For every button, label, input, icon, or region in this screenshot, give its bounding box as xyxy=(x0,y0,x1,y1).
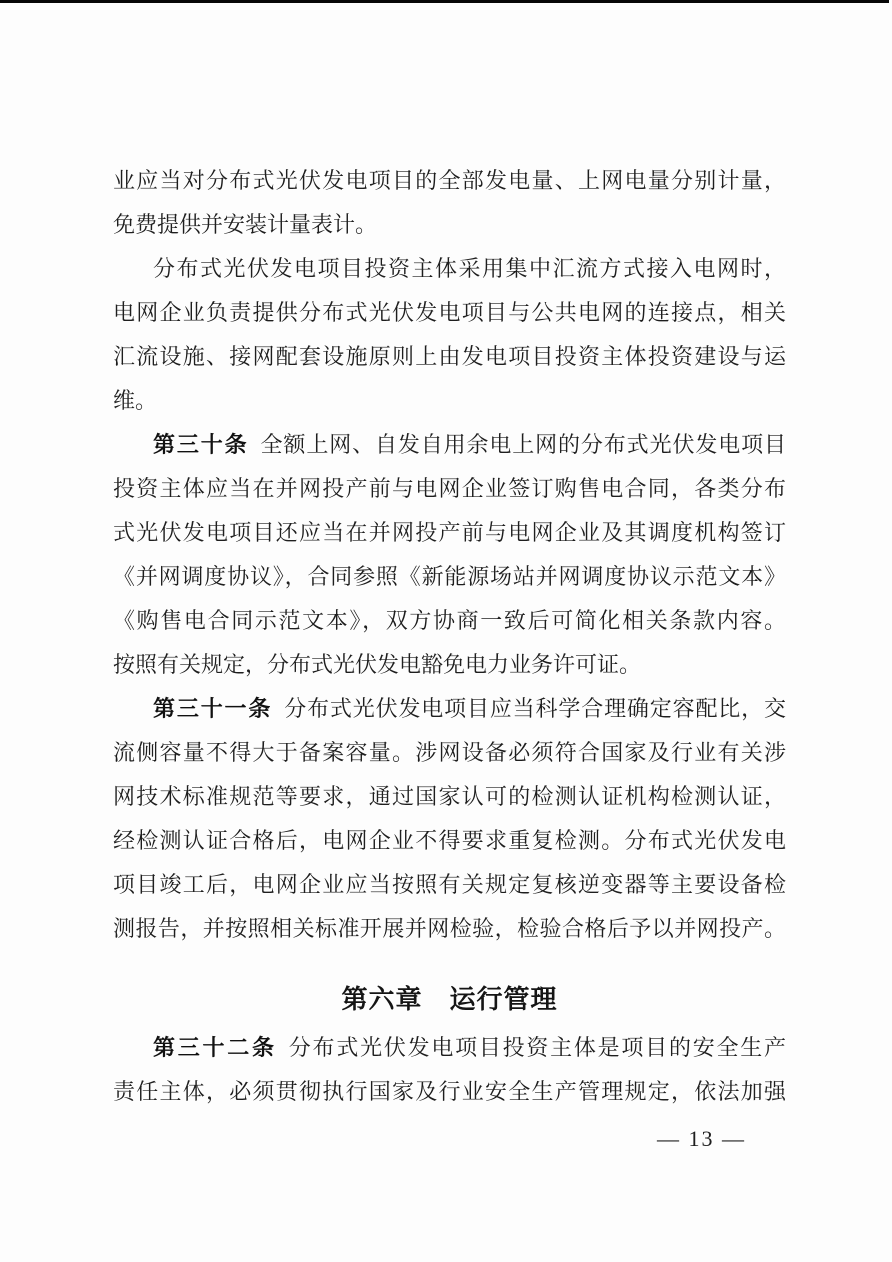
article-number-label: 第三十二条 xyxy=(153,1035,277,1060)
text-line: 分布式光伏发电项目投资主体采用集中汇流方式接入电网时， xyxy=(153,256,786,281)
text-line: 投资主体应当在并网投产前与电网企业签订购售电合同，各类分布 xyxy=(113,476,786,501)
text-line: 按照有关规定，分布式光伏发电豁免电力业务许可证。 xyxy=(113,652,642,677)
text-line: 业应当对分布式光伏发电项目的全部发电量、上网电量分别计量， xyxy=(113,168,786,193)
paragraph xyxy=(113,247,786,423)
text-line: 维。 xyxy=(113,388,158,413)
text-line: 第三十条 全额上网、自发自用余电上网的分布式光伏发电项目 xyxy=(153,432,786,457)
article-number-label: 第三十一条 xyxy=(153,696,273,721)
article-number-label: 第三十条 xyxy=(153,432,249,457)
text-line: 《购售电合同示范文本》，双方协商一致后可简化相关条款内容。 xyxy=(113,608,786,633)
page-top-border xyxy=(0,0,889,3)
text-line: 汇流设施、接网配套设施原则上由发电项目投资主体投资建设与运 xyxy=(113,344,786,369)
text-line: 式光伏发电项目还应当在并网投产前与电网企业及其调度机构签订 xyxy=(113,520,786,545)
chapter-heading: 第六章 运行管理 xyxy=(341,984,558,1014)
text-line: 流侧容量不得大于备案容量。涉网设备必须符合国家及行业有关涉 xyxy=(113,740,786,765)
paragraph xyxy=(113,687,786,951)
text-line: 项目竣工后，电网企业应当按照有关规定复核逆变器等主要设备检 xyxy=(113,872,786,897)
document-content xyxy=(113,159,786,1114)
text-line: 测报告，并按照相关标准开展并网检验，检验合格后予以并网投产。 xyxy=(113,916,786,941)
text-line: 第三十一条 分布式光伏发电项目应当科学合理确定容配比，交 xyxy=(153,696,786,721)
text-line: 责任主体，必须贯彻执行国家及行业安全生产管理规定，依法加强 xyxy=(113,1079,786,1104)
body-paragraphs-after-heading xyxy=(113,1026,786,1114)
paragraph xyxy=(113,1026,786,1114)
text-line: 网技术标准规范等要求，通过国家认可的检测认证机构检测认证， xyxy=(113,784,786,809)
page-number: — 13 — xyxy=(657,1126,746,1151)
text-line: 经检测认证合格后，电网企业不得要求重复检测。分布式光伏发电 xyxy=(113,828,786,853)
text-line: 免费提供并安装计量表计。 xyxy=(113,212,378,237)
text-line: 电网企业负责提供分布式光伏发电项目与公共电网的连接点，相关 xyxy=(113,300,786,325)
paragraph xyxy=(113,423,786,687)
text-line: 第三十二条 分布式光伏发电项目投资主体是项目的安全生产 xyxy=(153,1035,786,1060)
text-line: 《并网调度协议》，合同参照《新能源场站并网调度协议示范文本》 xyxy=(113,564,786,589)
body-paragraphs-before-heading xyxy=(113,159,786,951)
paragraph xyxy=(113,159,786,247)
